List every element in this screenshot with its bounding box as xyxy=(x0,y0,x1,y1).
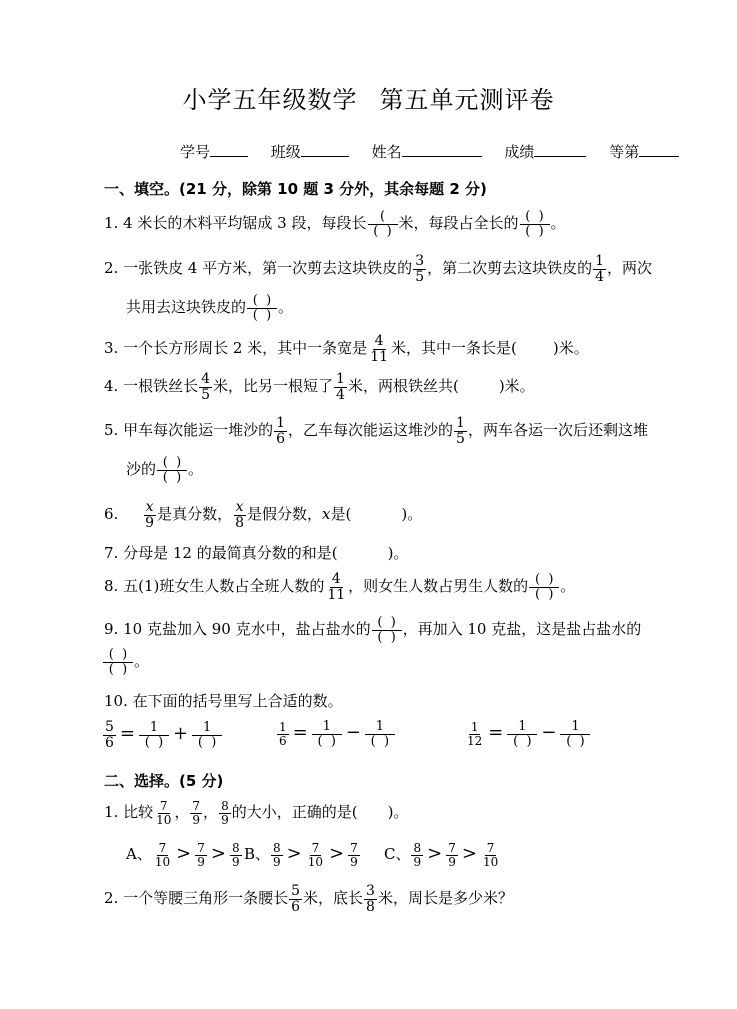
answer-blank-fraction[interactable]: $\frac{( )}{( )}$ xyxy=(247,294,277,322)
title-part1: 小学五年级数学 xyxy=(182,86,358,114)
answer-blank-fraction[interactable]: $\frac{1}{( )}$ xyxy=(192,721,222,749)
fraction: $\frac{x}{9}$ xyxy=(145,499,155,531)
student-info-line xyxy=(180,141,679,162)
question-9: 9. 10 克盐加入 90 克水中，盐占盐水的 $\frac{( )}{( )}$ ，再加入 10 克盐，这是盐占盐水的 xyxy=(104,615,642,645)
question-2-cont: 共用去这块铁皮的 $\frac{( )}{( )}$ 。 xyxy=(126,293,294,323)
question-10: 10. 在下面的括号里写上合适的数。 xyxy=(104,692,343,710)
answer-blank-fraction[interactable]: $\frac{1}{( )}$ xyxy=(139,721,169,749)
question-3: 3. 一个长方形周长 2 米，其中一条宽是 $\frac{4}{11}$ 米，其中一条长是( )米。 xyxy=(104,333,589,365)
answer-blank-fraction[interactable]: $\frac{( )}{( )}$ xyxy=(529,573,559,601)
option-b[interactable]: B、 $\frac{8}{9}$ > $\frac{7}{10}$ > $\frac{7}{9}$ xyxy=(244,841,358,869)
question-8: 8. 五(1)班女生人数占全班人数的 $\frac{4}{11}$ ，则女生人数占男生人数的 $\frac{( )}{( )}$ 。 xyxy=(104,571,576,603)
question-1: 1. 4 米长的木料平均锯成 3 段，每段长 $\frac{(}{( )}$ 米，每段占全长的 $\frac{( )}{( )}$ 。 xyxy=(104,209,566,239)
class-field[interactable] xyxy=(301,142,349,157)
name-label: 姓名 xyxy=(371,143,402,161)
score-label: 成绩 xyxy=(504,143,535,161)
question-5: 5. 甲车每次能运一堆沙的 $\frac{1}{6}$ ，乙车每次能运这堆沙的 $\frac{1}{5}$ ，两车各运一次后还剩这堆 xyxy=(104,415,648,447)
fraction: $\frac{3}{5}$ xyxy=(415,253,425,285)
fraction: $\frac{1}{6}$ xyxy=(276,415,286,447)
question-4: 4. 一根铁丝长 $\frac{4}{5}$ 米，比另一根短了 $\frac{1}{4}$ 米，两根铁丝共( )米。 xyxy=(104,371,535,403)
answer-blank-fraction[interactable]: $\frac{( )}{( )}$ xyxy=(520,210,550,238)
class-label: 班级 xyxy=(270,143,301,161)
fraction: $\frac{1}{4}$ xyxy=(336,371,345,403)
section1-heading: 一、填空。(21 分，除第 10 题 3 分外，其余每题 2 分) xyxy=(104,180,487,198)
choice-question-2: 2. 一个等腰三角形一条腰长 $\frac{5}{6}$ 米，底长 $\frac{3}{8}$ 米，周长是多少米？ xyxy=(104,883,513,915)
equation-2: $\frac{1}{6}$ = $\frac{1}{( )}$ − $\frac{1}{( )}$ xyxy=(276,720,396,748)
equation-1: $\frac{5}{6}$ = $\frac{1}{( )}$ + $\frac{1}{( )}$ xyxy=(102,720,223,750)
fraction: $\frac{1}{5}$ xyxy=(456,415,465,447)
answer-blank-fraction[interactable]: $\frac{1}{( )}$ xyxy=(560,720,590,748)
grade-field[interactable] xyxy=(639,142,679,157)
answer-blank-fraction[interactable]: $\frac{( )}{( )}$ xyxy=(372,616,402,644)
question-7: 7. 分母是 12 的最简真分数的和是( )。 xyxy=(104,544,409,562)
answer-blank-fraction[interactable]: $\frac{1}{( )}$ xyxy=(507,720,537,748)
student-id-field[interactable] xyxy=(210,142,248,157)
question-5-cont: 沙的 $\frac{( )}{( )}$ 。 xyxy=(126,455,204,485)
answer-blank-fraction[interactable]: $\frac{( )}{( )}$ xyxy=(103,648,133,676)
fraction: $\frac{x}{8}$ xyxy=(235,499,245,531)
fraction: $\frac{1}{4}$ xyxy=(595,253,605,285)
section2-heading: 二、选择。(5 分) xyxy=(104,772,224,790)
question-9-cont: $\frac{( )}{( )}$ 。 xyxy=(102,648,149,676)
choice-question-1: 1. 比较 $\frac{7}{10}$ ， $\frac{7}{9}$ ， $\frac{8}{9}$ 的大小，正确的是( )。 xyxy=(104,799,409,827)
answer-blank-fraction[interactable]: $\frac{1}{( )}$ xyxy=(365,720,395,748)
fraction: $\frac{4}{5}$ xyxy=(201,371,211,403)
grade-label: 等第 xyxy=(609,143,640,161)
answer-blank-fraction[interactable]: $\frac{1}{( )}$ xyxy=(312,720,342,748)
question-6: 6. $\frac{x}{9}$ 是真分数， $\frac{x}{8}$ 是假分数，x是( )。 xyxy=(104,499,423,531)
answer-blank-fraction[interactable]: $\frac{(}{( )}$ xyxy=(368,210,398,238)
question-2: 2. 一张铁皮 4 平方米，第一次剪去这块铁皮的 $\frac{3}{5}$ ，第二次剪去这块铁皮的 $\frac{1}{4}$ ，两次 xyxy=(104,253,653,285)
student-id-label: 学号 xyxy=(180,143,211,161)
fraction: $\frac{4}{11}$ xyxy=(327,571,346,603)
option-c[interactable]: C、 $\frac{8}{9}$ > $\frac{7}{9}$ > $\frac{7}{10}$ xyxy=(384,841,499,869)
fraction: $\frac{4}{11}$ xyxy=(370,333,389,365)
score-field[interactable] xyxy=(534,142,586,157)
option-a[interactable]: A、 $\frac{7}{10}$ > $\frac{7}{9}$ > $\frac{8}{9}$ xyxy=(126,841,240,869)
page-title xyxy=(0,80,737,115)
name-field[interactable] xyxy=(402,142,482,157)
equation-3: $\frac{1}{12}$ = $\frac{1}{( )}$ − $\frac{1}{( )}$ xyxy=(464,720,591,748)
title-part2: 第五单元测评卷 xyxy=(379,86,555,114)
answer-blank-fraction[interactable]: $\frac{( )}{( )}$ xyxy=(157,456,187,484)
